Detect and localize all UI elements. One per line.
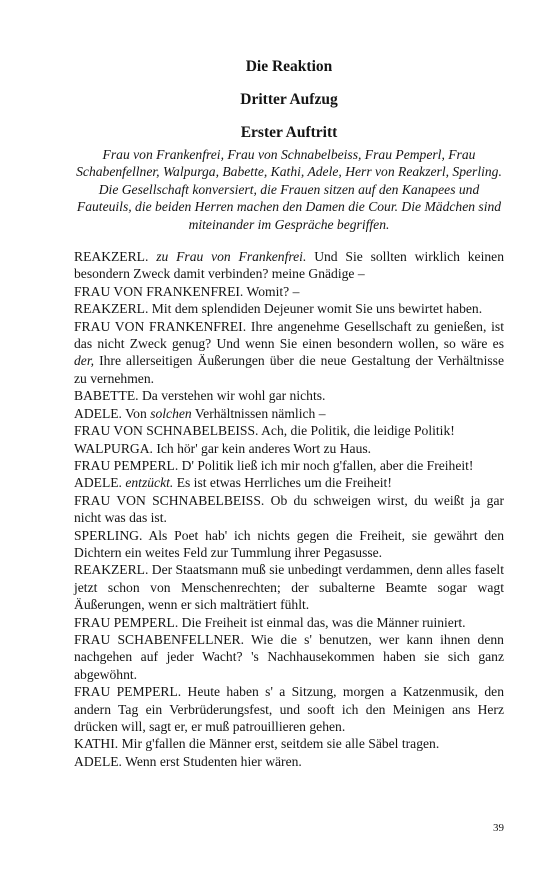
speech-text-continued: Verhältnissen nämlich – bbox=[194, 405, 326, 421]
speaker-name: REAKZERL bbox=[74, 301, 145, 317]
dialogue-line: FRAU PEMPERL. Die Freiheit ist einmal das, was die Männer ruiniert. bbox=[74, 614, 466, 630]
dialogue-line: KATHI. Mir g'fallen die Männer erst, seitdem sie alle Säbel tragen. bbox=[74, 736, 440, 752]
dialogue bbox=[74, 248, 504, 770]
speech-text: Wenn erst Studenten hier wären. bbox=[125, 753, 302, 769]
speech-text-continued: Ihre allerseitigen Äußerungen über die neue Gestaltung der Verhältnisse zu vernehmen. bbox=[74, 353, 504, 386]
speech-text: D' Politik ließ ich mir noch g'fallen, aber die Freiheit! bbox=[181, 457, 474, 473]
speech-text: Heute haben s' a Sitzung, morgen a Katzenmusik, den andern Tag ein Verbrüderungsfest, und sooft ich den Meinigen ans Herz drücken will, sagt er, er muß patrouillieren gehen. bbox=[74, 684, 504, 734]
speaker-name: WALPURGA bbox=[74, 440, 150, 456]
dialogue-line: REAKZERL. zu Frau von Frankenfrei. Und Sie sollten wirklich keinen besondern Zweck damit verbinden? meine Gnädige – bbox=[74, 249, 504, 282]
act-heading: Dritter Aufzug bbox=[240, 91, 338, 108]
dialogue-line: ADELE. Wenn erst Studenten hier wären. bbox=[74, 753, 302, 769]
dialogue-line: FRAU PEMPERL. Heute haben s' a Sitzung, morgen a Katzenmusik, den andern Tag ein Verbrüderungsfest, und sooft ich den Meinigen ans Herz drücken will, sagt er, er muß patrouillieren gehen. bbox=[74, 684, 504, 734]
speech-text: Womit? – bbox=[246, 283, 300, 299]
dialogue-line: FRAU VON FRANKENFREI. Ihre angenehme Gesellschaft zu genießen, ist das nicht Zweck genug? Und wenn Sie einen besondern wollen, so wäre es der, Ihre allerseitigen Äußerungen über die neue Gestaltung der Verhältnisse zu vernehmen. bbox=[74, 318, 504, 386]
speaker-name: FRAU SCHABENFELLNER bbox=[74, 631, 241, 647]
dialogue-line: WALPURGA. Ich hör' gar kein anderes Wort zu Haus. bbox=[74, 440, 372, 456]
emphasis-text: der, bbox=[74, 353, 95, 369]
speaker-name: FRAU PEMPERL bbox=[74, 684, 178, 700]
speech-text: Mit dem splendiden Dejeuner womit Sie uns bewirtet haben. bbox=[151, 301, 483, 317]
speaker-name: FRAU PEMPERL bbox=[74, 457, 175, 473]
speaker-name: FRAU PEMPERL bbox=[74, 614, 175, 630]
speech-text: Als Poet hab' ich nichts gegen die Freiheit, sie gewährt den Dichtern ein weites Feld zur Tummlung ihrer Pegasusse. bbox=[74, 527, 505, 560]
speech-text: Ihre angenehme Gesellschaft zu genießen, ist das nicht Zweck genug? Und wenn Sie einen besondern wollen, so wäre es bbox=[74, 318, 504, 352]
emphasis-text: solchen bbox=[150, 405, 192, 421]
dialogue-line: FRAU PEMPERL. D' Politik ließ ich mir noch g'fallen, aber die Freiheit! bbox=[74, 457, 474, 473]
speaker-name: KATHI bbox=[74, 736, 115, 752]
speech-text: Und Sie sollten wirklich keinen besondern Zweck damit verbinden? meine Gnädige – bbox=[74, 249, 504, 282]
speaker-name: FRAU VON FRANKENFREI bbox=[74, 318, 243, 334]
speaker-name: FRAU VON SCHNABELBEISS bbox=[74, 492, 261, 508]
speech-text: Ob du schweigen wirst, du weißt ja gar nicht was das ist. bbox=[74, 492, 505, 526]
speaker-name: REAKZERL bbox=[74, 249, 145, 265]
stage-cast: Frau von Frankenfrei, Frau von Schnabelbeiss, Frau Pemperl, Frau Schabenfellner, Walpurga, Babette, Kathi, Adele, Herr von Reakzerl, Sperling. bbox=[76, 147, 502, 180]
page-number: 39 bbox=[493, 822, 504, 834]
speech-text: Ach, die Politik, die leidige Politik! bbox=[261, 423, 455, 439]
speaker-name: SPERLING bbox=[74, 527, 139, 543]
dialogue-line: REAKZERL. Der Staatsmann muß sie unbedingt verdammen, denn alles faselt jetzt schon von Menschenrechten; der subalterne Beamte sogar wagt Äußerungen, wenn er sich malträtiert fühlt. bbox=[74, 562, 504, 613]
speech-text: Es ist etwas Herrliches um die Freiheit! bbox=[176, 475, 392, 491]
speaker-name: BABETTE bbox=[74, 388, 136, 404]
dialogue-line: ADELE. Von solchen Verhältnissen nämlich – bbox=[74, 405, 326, 421]
stage-note: zu Frau von Frankenfrei. bbox=[156, 249, 307, 265]
dialogue-line: FRAU VON SCHNABELBEISS. Ob du schweigen wirst, du weißt ja gar nicht was das ist. bbox=[74, 492, 505, 526]
speech-text: Da verstehen wir wohl gar nichts. bbox=[141, 388, 326, 404]
dialogue-line: BABETTE. Da verstehen wir wohl gar nichts. bbox=[74, 388, 326, 404]
dialogue-line: FRAU VON SCHNABELBEISS. Ach, die Politik, die leidige Politik! bbox=[74, 423, 455, 439]
stage-note: entzückt. bbox=[125, 475, 174, 491]
dialogue-line: SPERLING. Als Poet hab' ich nichts gegen die Freiheit, sie gewährt den Dichtern ein weites Feld zur Tummlung ihrer Pegasusse. bbox=[74, 527, 505, 560]
dialogue-line: REAKZERL. Mit dem splendiden Dejeuner womit Sie uns bewirtet haben. bbox=[74, 301, 483, 317]
speech-text: Von bbox=[125, 405, 147, 421]
dialogue-line: ADELE. entzückt. Es ist etwas Herrliches um die Freiheit! bbox=[74, 475, 392, 491]
speech-text: Die Freiheit ist einmal das, was die Männer ruiniert. bbox=[181, 614, 466, 630]
speaker-name: ADELE bbox=[74, 475, 119, 491]
speech-text: Ich hör' gar kein anderes Wort zu Haus. bbox=[156, 440, 372, 456]
speaker-name: FRAU VON FRANKENFREI bbox=[74, 283, 240, 299]
stage-direction: Die Gesellschaft konversiert, die Frauen sitzen auf den Kanapees und Fauteuils, die beiden Herren machen den Damen die Cour. Die Mädchen sind miteinander im Gespräche begriffen. bbox=[76, 181, 502, 232]
speaker-name: ADELE bbox=[74, 405, 119, 421]
speaker-name: REAKZERL bbox=[74, 562, 145, 578]
speaker-name: FRAU VON SCHNABELBEISS bbox=[74, 423, 256, 439]
page-body bbox=[74, 55, 504, 770]
speech-text: Mir g'fallen die Männer erst, seitdem sie alle Säbel tragen. bbox=[121, 736, 440, 752]
scene-heading: Erster Auftritt bbox=[240, 124, 338, 141]
dialogue-line: FRAU SCHABENFELLNER. Wie die s' benutzen, wer kann ihnen denn nachgehen auf jeder Wacht? 's Nachhausekommen haben sie sich ganz abgewöhnt. bbox=[74, 631, 504, 682]
speaker-name: ADELE bbox=[74, 753, 119, 769]
dialogue-line: FRAU VON FRANKENFREI. Womit? – bbox=[74, 283, 300, 299]
speech-text: Der Staatsmann muß sie unbedingt verdammen, denn alles faselt jetzt schon von Menschenrechten; der subalterne Beamte sogar wagt Äußerungen, wenn er sich malträtiert fühlt. bbox=[74, 562, 504, 613]
play-title: Die Reaktion bbox=[245, 58, 333, 75]
speech-text: Wie die s' benutzen, wer kann ihnen denn nachgehen auf jeder Wacht? 's Nachhausekommen haben sie sich ganz abgewöhnt. bbox=[74, 631, 504, 682]
